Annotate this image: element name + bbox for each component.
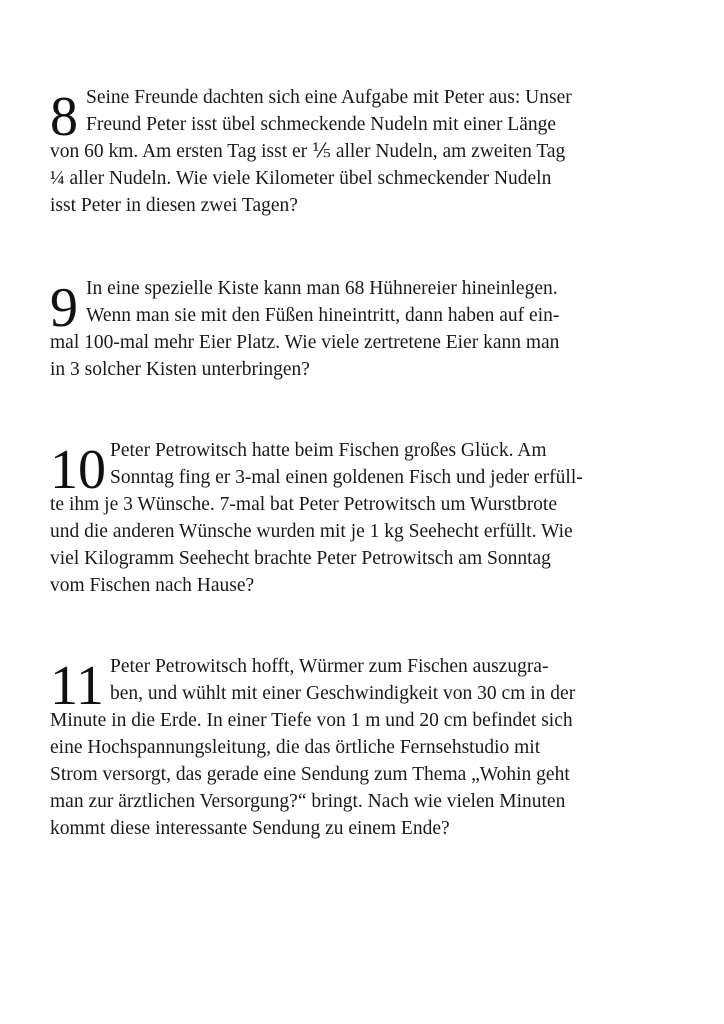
problem-text-line: Peter Petrowitsch hofft, Würmer zum Fischen auszugra- xyxy=(110,656,549,677)
problem-10 xyxy=(50,437,655,599)
problem-text-line: te ihm je 3 Wünsche. 7-mal bat Peter Petrowitsch um Wurstbrote xyxy=(50,494,558,515)
problem-text-line: In eine spezielle Kiste kann man 68 Hühnereier hineinlegen. xyxy=(86,278,558,299)
problem-text-line: Sonntag fing er 3-mal einen goldenen Fisch und jeder erfüll- xyxy=(110,467,583,488)
problem-number: 11 xyxy=(50,655,104,717)
problem-11 xyxy=(50,653,655,842)
problem-9 xyxy=(50,275,655,383)
problem-text-line: Minute in die Erde. In einer Tiefe von 1 m und 20 cm befindet sich xyxy=(50,710,573,731)
problem-text-line: kommt diese interessante Sendung zu einem Ende? xyxy=(50,818,450,839)
problem-text-line: Peter Petrowitsch hatte beim Fischen großes Glück. Am xyxy=(110,440,547,461)
problem-text-line: von 60 km. Am ersten Tag isst er ⅕ aller Nudeln, am zweiten Tag xyxy=(50,141,566,162)
problem-text-line: Wenn man sie mit den Füßen hineintritt, dann haben auf ein- xyxy=(86,305,560,326)
problem-8 xyxy=(50,84,655,219)
problem-text-line: und die anderen Wünsche wurden mit je 1 kg Seehecht erfüllt. Wie xyxy=(50,521,573,542)
problem-text-line: Seine Freunde dachten sich eine Aufgabe mit Peter aus: Unser xyxy=(86,87,572,108)
problem-text-line: vom Fischen nach Hause? xyxy=(50,575,255,596)
problem-text-line: Strom versorgt, das gerade eine Sendung zum Thema „Wohin geht xyxy=(50,764,570,785)
problem-text-line: ¼ aller Nudeln. Wie viele Kilometer übel schmeckender Nudeln xyxy=(50,168,552,189)
problem-text-line: Freund Peter isst übel schmeckende Nudeln mit einer Länge xyxy=(86,114,557,135)
problem-number: 10 xyxy=(50,439,106,501)
problem-number: 9 xyxy=(50,277,78,339)
problem-text-line: man zur ärztlichen Versorgung?“ bringt. Nach wie vielen Minuten xyxy=(50,791,566,812)
problem-text-line: eine Hochspannungsleitung, die das örtliche Fernsehstudio mit xyxy=(50,737,541,758)
problem-text-line: in 3 solcher Kisten unterbringen? xyxy=(50,359,310,380)
problem-text-line: ben, und wühlt mit einer Geschwindigkeit von 30 cm in der xyxy=(110,683,576,704)
problem-number: 8 xyxy=(50,86,78,148)
problem-text-line: mal 100-mal mehr Eier Platz. Wie viele zertretene Eier kann man xyxy=(50,332,560,353)
problem-text-line: isst Peter in diesen zwei Tagen? xyxy=(50,195,298,216)
problem-text-line: viel Kilogramm Seehecht brachte Peter Petrowitsch am Sonntag xyxy=(50,548,551,569)
